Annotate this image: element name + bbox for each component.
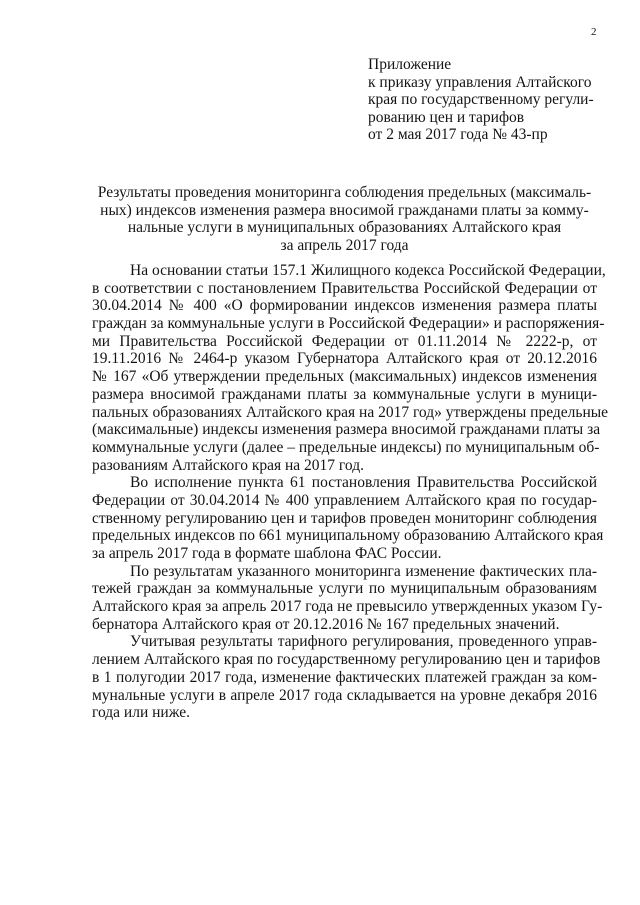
text-line: № 167 «Об утверждении предельных (максимальных) индексов изменения (92, 368, 597, 386)
text-line: По результатам указанного мониторинга изменение фактических пла- (130, 562, 597, 580)
title-line: нальные услуги в муниципальных образованиях Алтайского края (127, 219, 562, 237)
text-line: разованиям Алтайского края на 2017 год. (92, 456, 364, 474)
text-line: предельных индексов по 661 муниципальному образованию Алтайского края (92, 527, 604, 545)
text-line: ственному регулированию цен и тарифов проведен мониторинг соблюдения (92, 509, 597, 527)
annex-block (368, 56, 608, 144)
paragraph-3 (92, 562, 603, 634)
text-line: года или ниже. (92, 704, 190, 722)
text-line: (максимальные) индексы изменения размера вносимой гражданами платы за (92, 421, 601, 439)
text-line: мунальные услуги в апреле 2017 года складывается на уровне декабря 2016 (92, 686, 597, 704)
annex-line: к приказу управления Алтайского (368, 73, 592, 91)
annex-line: рованию цен и тарифов (368, 108, 525, 126)
text-line: в соответствии с постановлением Правительства Российской Федерации от (92, 279, 597, 297)
text-line: Во исполнение пункта 61 постановления Правительства Российской (130, 474, 597, 492)
annex-line: края по государственному регули- (368, 91, 594, 109)
text-line: тежей граждан за коммунальные услуги по муниципальным образованиям (92, 580, 597, 598)
text-line: Алтайского края за апрель 2017 года не превысило утвержденных указом Гу- (92, 598, 603, 616)
text-line: Федерации от 30.04.2014 № 400 управлением Алтайского края по государ- (92, 491, 597, 509)
text-line: граждан за коммунальные услуги в Российской Федерации» и распоряжения- (92, 315, 605, 333)
text-line: коммунальные услуги (далее – предельные индексы) по муниципальным об- (92, 438, 600, 456)
paragraph-1 (92, 262, 609, 474)
text-line: 30.04.2014 № 400 «О формировании индексов изменения размера платы (92, 297, 597, 315)
text-line: пальных образованиях Алтайского края на 2017 год» утверждены предельные (92, 403, 609, 421)
paragraph-2 (92, 474, 604, 562)
text-line: 19.11.2016 № 2464-р указом Губернатора Алтайского края от 20.12.2016 (92, 350, 597, 368)
text-line: ми Правительства Российской Федерации от 01.11.2014 № 2222-р, от (92, 332, 597, 350)
paragraph-4 (92, 633, 601, 722)
text-line: Учитывая результаты тарифного регулирования, проведенного управ- (130, 633, 597, 651)
document-title (92, 184, 597, 254)
title-line: ных) индексов изменения размера вносимой гражданами платы за комму- (100, 201, 589, 219)
title-line: Результаты проведения мониторинга соблюдения предельных (максималь- (97, 184, 592, 201)
text-line: в 1 полугодии 2017 года, изменение фактических платежей граждан за ком- (92, 668, 597, 686)
title-line: за апрель 2017 года (280, 236, 409, 254)
text-line: лением Алтайского края по государственному регулированию цен и тарифов (92, 651, 601, 669)
text-line: размера вносимой гражданами платы за коммунальные услуги в муници- (92, 385, 597, 403)
annex-line: Приложение (368, 56, 452, 73)
text-line: за апрель 2017 года в формате шаблона ФАС России. (92, 545, 442, 562)
document-body (92, 262, 609, 722)
annex-line: от 2 мая 2017 года № 43-пр (368, 126, 548, 144)
text-line: бернатора Алтайского края от 20.12.2016 № 167 предельных значений. (92, 615, 560, 633)
page-number: 2 (591, 26, 597, 38)
text-line: На основании статьи 157.1 Жилищного кодекса Российской Федерации, (130, 262, 606, 279)
